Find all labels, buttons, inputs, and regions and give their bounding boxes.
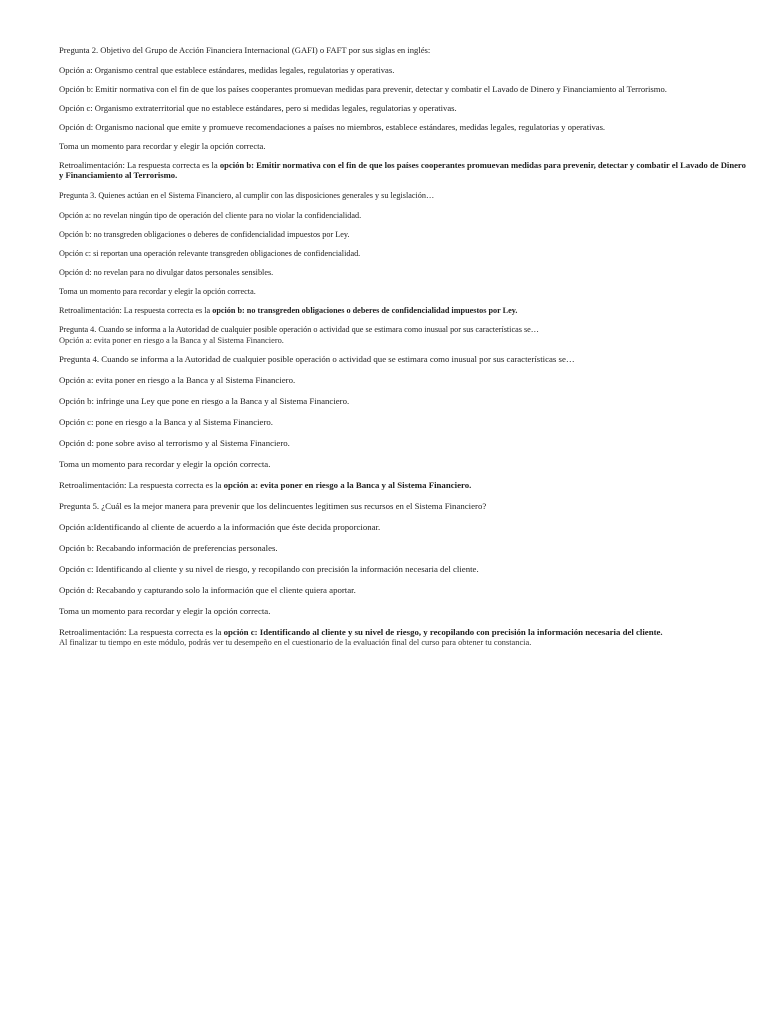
- question-5-feedback: [59, 627, 719, 637]
- question-5-option-a: Opción a:Identificando al cliente de acuerdo a la información que éste decida proporcionar.: [59, 522, 381, 532]
- question-4-text: Pregunta 4. Cuando se informa a la Autoridad de cualquier posible operación o actividad que se estimara como inusual por sus características se…: [59, 354, 575, 364]
- question-3-option-d: Opción d: no revelan para no divulgar datos personales sensibles.: [59, 268, 274, 277]
- question-2-prompt: Toma un momento para recordar y elegir la opción correcta.: [59, 141, 266, 151]
- page-break-cut-line: [59, 336, 709, 345]
- question-3-feedback: [59, 306, 719, 316]
- question-4-option-c: Opción c: pone en riesgo a la Banca y al Sistema Financiero.: [59, 417, 273, 427]
- question-5-option-b: Opción b: Recabando información de preferencias personales.: [59, 543, 278, 553]
- question-3-prompt: Toma un momento para recordar y elegir la opción correcta.: [59, 287, 256, 296]
- question-5-option-d: Opción d: Recabando y capturando solo la información que el cliente quiera aportar.: [59, 585, 356, 595]
- question-2-option-c: Opción c: Organismo extraterritorial que no establece estándares, pero si medidas legales, regulatorias y operativas.: [59, 103, 457, 113]
- question-5-text: Pregunta 5. ¿Cuál es la mejor manera para prevenir que los delincuentes legitimen sus recursos en el Sistema Financiero?: [59, 501, 487, 511]
- question-2-text: Pregunta 2. Objetivo del Grupo de Acción Financiera Internacional (GAFI) o FAFT por sus siglas en inglés:: [59, 45, 431, 55]
- question-3-text: Pregunta 3. Quienes actúan en el Sistema Financiero, al cumplir con las disposiciones generales y su legislación…: [59, 191, 435, 200]
- question-4-prompt: Toma un momento para recordar y elegir la opción correcta.: [59, 459, 271, 469]
- feedback-prefix: Retroalimentación: La respuesta correcta es la: [59, 480, 224, 490]
- question-3-option-c: Opción c: si reportan una operación relevante transgreden obligaciones de confidencialidad.: [59, 249, 361, 258]
- question-4-option-b: Opción b: infringe una Ley que pone en riesgo a la Banca y al Sistema Financiero.: [59, 396, 350, 406]
- question-3-option-a: Opción a: no revelan ningún tipo de operación del cliente para no violar la confidencialidad.: [59, 211, 362, 220]
- cut-line-text: Opción a: evita poner en riesgo a la Banca y al Sistema Financiero.: [59, 336, 284, 345]
- question-3-option-b: Opción b: no transgreden obligaciones o deberes de confidencialidad impuestos por Ley.: [59, 230, 350, 239]
- question-4-feedback: [59, 480, 719, 490]
- cut-line-text: Al finalizar tu tiempo en este módulo, podrás ver tu desempeño en el cuestionario de la evaluación final del curso para obtener tu constancia.: [59, 638, 532, 647]
- question-4-option-a: Opción a: evita poner en riesgo a la Banca y al Sistema Financiero.: [59, 375, 296, 385]
- feedback-answer: opción b: no transgreden obligaciones o deberes de confidencialidad impuestos por Ley.: [212, 306, 518, 315]
- feedback-answer: opción b: Emitir normativa con el fin de que los países cooperantes promuevan medidas para prevenir, detectar y combatir el Lavado de Dinero y Financiamiento al Terrorismo.: [59, 160, 746, 180]
- feedback-prefix: Retroalimentación: La respuesta correcta es la: [59, 627, 224, 637]
- feedback-prefix: Retroalimentación: La respuesta correcta es la: [59, 306, 213, 315]
- question-3-section: [59, 191, 719, 335]
- feedback-answer: opción c: Identificando al cliente y su nivel de riesgo, y recopilando con precisión la información necesaria del cliente.: [223, 627, 663, 637]
- question-5-option-c: Opción c: Identificando al cliente y su nivel de riesgo, y recopilando con precisión la información necesaria del cliente.: [59, 564, 479, 574]
- question-4-section: [59, 354, 719, 637]
- question-2-feedback: [59, 160, 749, 180]
- feedback-answer: opción a: evita poner en riesgo a la Banca y al Sistema Financiero.: [223, 480, 472, 490]
- feedback-prefix: Retroalimentación: La respuesta correcta es la: [59, 160, 220, 170]
- question-2-option-d: Opción d: Organismo nacional que emite y promueve recomendaciones a países no miembros, establece estándares, medidas legales, regulatorias y operativas.: [59, 122, 606, 132]
- page-bottom-cut-line: [59, 638, 709, 647]
- question-2-option-a: Opción a: Organismo central que establece estándares, medidas legales, regulatorias y operativas.: [59, 65, 395, 75]
- question-2-option-b: Opción b: Emitir normativa con el fin de que los países cooperantes promuevan medidas para prevenir, detectar y combatir el Lavado de Dinero y Financiamiento al Terrorismo.: [59, 84, 667, 94]
- question-2-section: [59, 45, 746, 180]
- question-5-prompt: Toma un momento para recordar y elegir la opción correcta.: [59, 606, 271, 616]
- question-4-option-d: Opción d: pone sobre aviso al terrorismo y al Sistema Financiero.: [59, 438, 290, 448]
- question-4-preview: Pregunta 4. Cuando se informa a la Autoridad de cualquier posible operación o actividad que se estimara como inusual por sus características se…: [59, 325, 539, 334]
